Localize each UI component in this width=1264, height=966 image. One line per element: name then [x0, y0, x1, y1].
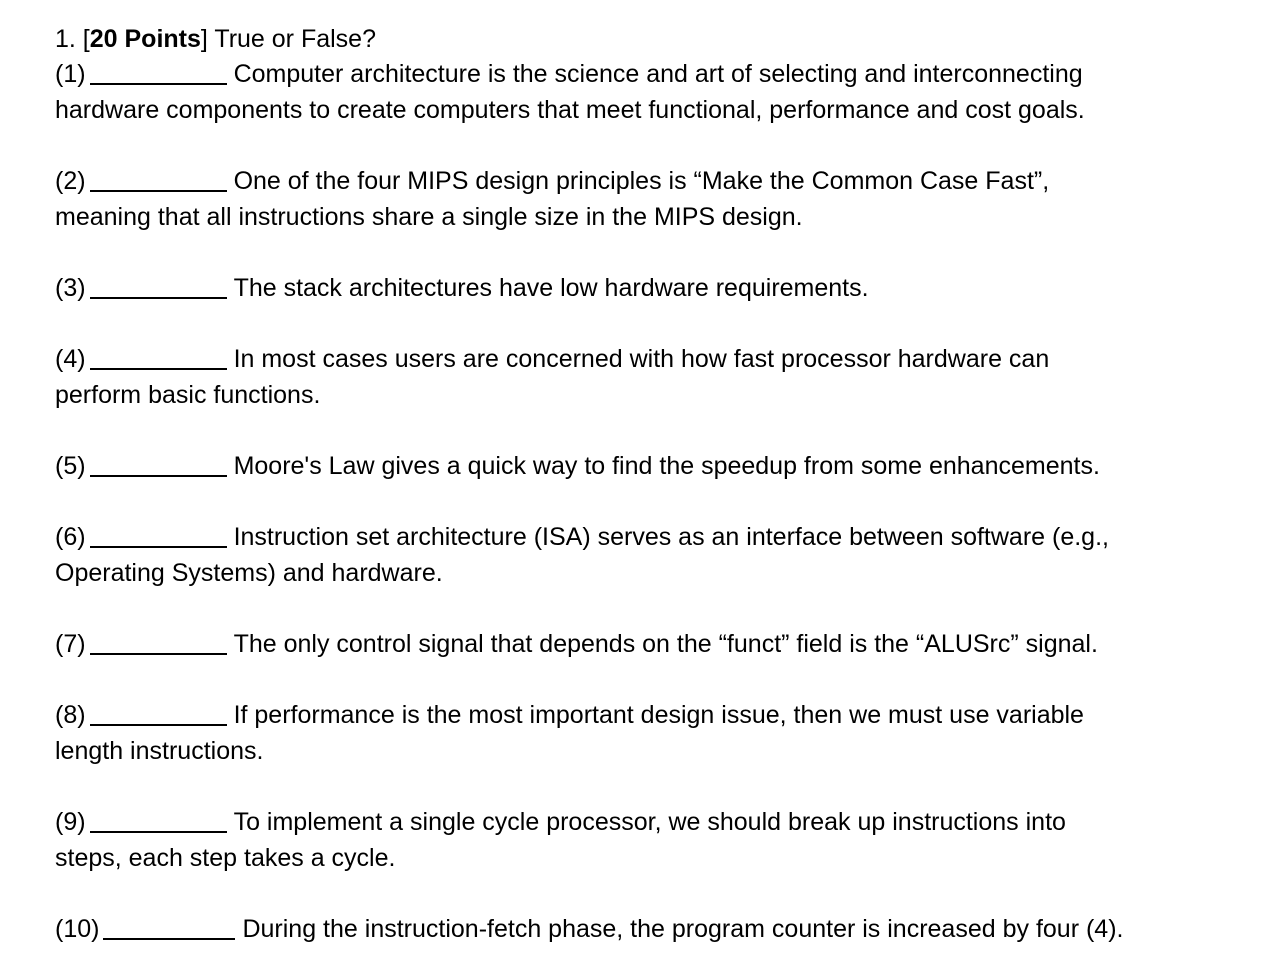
answer-blank[interactable] [90, 831, 227, 833]
question-8 [55, 697, 1245, 769]
question-number: (2) [55, 167, 86, 195]
question-text: During the instruction-fetch phase, the program counter is increased by four (4). [242, 915, 1124, 943]
question-9 [55, 804, 1245, 876]
answer-blank[interactable] [90, 83, 227, 85]
question-text: One of the four MIPS design principles is “Make the Common Case Fast”, [233, 167, 1050, 195]
question-text-continued: Operating Systems) and hardware. [55, 559, 443, 587]
question-text-continued: length instructions. [55, 737, 264, 765]
question-text: The stack architectures have low hardware requirements. [233, 274, 869, 302]
question-2 [55, 163, 1245, 235]
question-number: (8) [55, 701, 86, 729]
question-text: Moore's Law gives a quick way to find the speedup from some enhancements. [233, 452, 1100, 480]
answer-blank[interactable] [90, 546, 227, 548]
question-text-continued: hardware components to create computers that meet functional, performance and cost goals. [55, 96, 1085, 124]
question-text: To implement a single cycle processor, we should break up instructions into [233, 808, 1066, 836]
question-number: (9) [55, 808, 86, 836]
question-text-continued: perform basic functions. [55, 381, 321, 409]
question-10 [55, 911, 1245, 947]
heading-number: 1. [ [55, 25, 90, 53]
question-text-continued: meaning that all instructions share a single size in the MIPS design. [55, 203, 803, 231]
heading-rest: ] True or False? [200, 25, 376, 53]
question-number: (6) [55, 523, 86, 551]
question-text: Instruction set architecture (ISA) serves as an interface between software (e.g., [233, 523, 1109, 551]
question-1 [55, 56, 1245, 128]
answer-blank[interactable] [90, 297, 227, 299]
document-page [55, 22, 1245, 947]
question-number: (5) [55, 452, 86, 480]
heading-points: 20 Points [89, 25, 201, 53]
answer-blank[interactable] [103, 938, 235, 940]
question-text: Computer architecture is the science and art of selecting and interconnecting [233, 60, 1083, 88]
answer-blank[interactable] [90, 475, 227, 477]
question-text-continued: steps, each step takes a cycle. [55, 844, 396, 872]
question-number: (1) [55, 60, 86, 88]
question-3 [55, 270, 1245, 306]
section-heading [55, 22, 1245, 56]
question-number: (3) [55, 274, 86, 302]
question-4 [55, 341, 1245, 413]
question-text: If performance is the most important design issue, then we must use variable [233, 701, 1084, 729]
question-6 [55, 519, 1245, 591]
question-number: (7) [55, 630, 86, 658]
answer-blank[interactable] [90, 724, 227, 726]
answer-blank[interactable] [90, 190, 227, 192]
answer-blank[interactable] [90, 653, 227, 655]
question-text: In most cases users are concerned with how fast processor hardware can [233, 345, 1050, 373]
question-5 [55, 448, 1245, 484]
question-text: The only control signal that depends on the “funct” field is the “ALUSrc” signal. [233, 630, 1098, 658]
question-number: (10) [55, 915, 100, 943]
question-7 [55, 626, 1245, 662]
answer-blank[interactable] [90, 368, 227, 370]
question-number: (4) [55, 345, 86, 373]
